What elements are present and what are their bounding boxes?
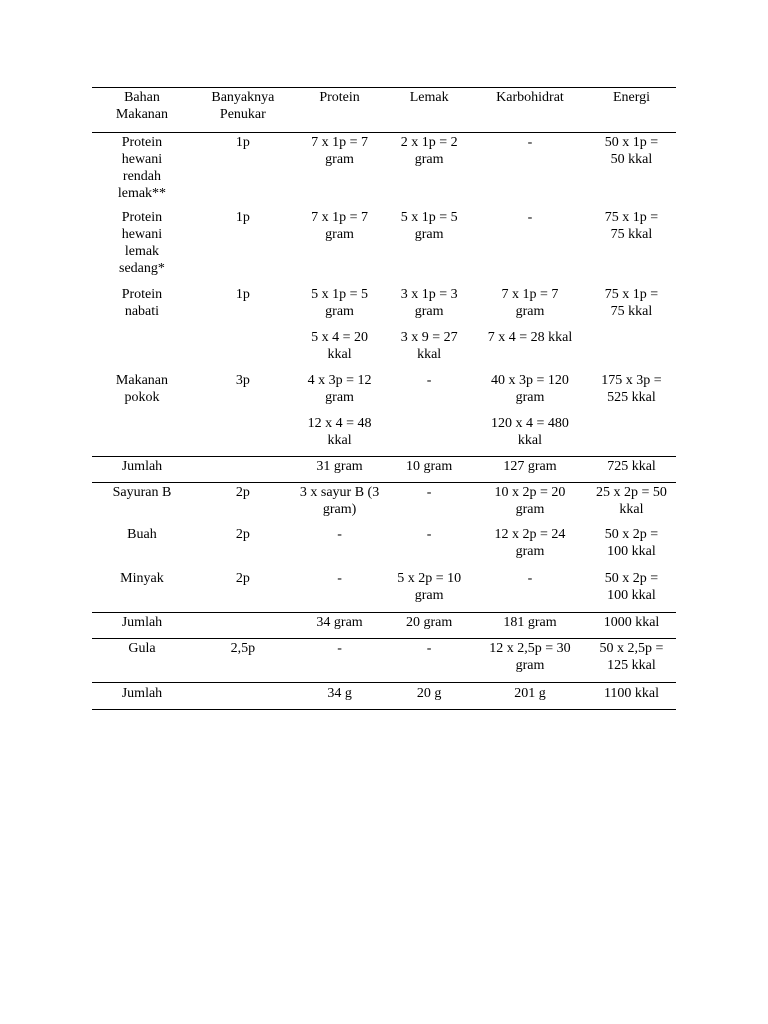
table-cell: 12 x 2p = 24 gram	[494, 526, 566, 559]
total-row	[92, 683, 676, 710]
row-label: Gula	[128, 641, 156, 656]
table-row	[92, 209, 676, 286]
table-cell: 3 x 1p = 3 gram	[400, 286, 458, 319]
table-cell: 120 x 4 = 480 kkal	[491, 415, 569, 448]
table-cell: 5 x 1p = 5 gram	[400, 209, 458, 242]
table-cell: 50 x 1p = 50 kkal	[604, 135, 659, 167]
table-cell	[587, 329, 676, 372]
table-cell: 50 x 2p = 100 kkal	[604, 570, 659, 603]
header-banyaknya-penukar: Banyaknya Penukar	[211, 90, 275, 122]
table-cell: 4 x 3p = 12 gram	[307, 372, 372, 405]
table-cell: 1p	[235, 135, 250, 150]
table-cell: 2 x 1p = 2 gram	[400, 135, 458, 167]
table-cell: 7 x 1p = 7 gram	[501, 286, 559, 319]
table-cell: 50 x 2p = 100 kkal	[604, 526, 659, 559]
table-cell: 40 x 3p = 120 gram	[491, 372, 569, 405]
table-cell: -	[426, 641, 432, 656]
row-label: Protein hewani rendah lemak**	[117, 135, 167, 201]
table-header-row	[92, 88, 676, 133]
table-cell: 1100 kkal	[603, 686, 660, 701]
table-cell: 3 x 9 = 27 kkal	[400, 329, 458, 362]
table-cell: -	[337, 570, 342, 586]
table-cell: 50 x 2,5p = 125 kkal	[599, 641, 664, 673]
table-cell	[385, 415, 473, 457]
table-cell: 20 gram	[406, 615, 453, 630]
table-cell: 25 x 2p = 50 kkal	[596, 485, 667, 517]
table-row	[92, 570, 676, 613]
table-cell	[92, 329, 192, 372]
table-cell: 7 x 1p = 7 gram	[311, 135, 369, 167]
table-cell: 20 g	[416, 686, 442, 701]
table-cell: 5 x 2p = 10 gram	[397, 570, 462, 603]
table-cell: 2p	[235, 570, 250, 586]
subtotal-row	[92, 613, 676, 639]
table-cell: 3p	[235, 372, 250, 388]
table-cell: -	[426, 485, 432, 500]
table-cell: 75 x 1p = 75 kkal	[604, 209, 659, 242]
table-row	[92, 133, 676, 209]
table-cell: 2p	[235, 485, 250, 500]
table-cell: 34 gram	[316, 615, 363, 630]
table-cell: 12 x 4 = 48 kkal	[307, 415, 372, 448]
table-cell: 3 x sayur B (3 gram)	[299, 485, 380, 517]
table-cell	[192, 415, 294, 457]
table-cell: 5 x 4 = 20 kkal	[311, 329, 369, 362]
row-label: Minyak	[120, 570, 164, 586]
table-cell: 5 x 1p = 5 gram	[311, 286, 369, 319]
table-cell	[92, 415, 192, 457]
table-cell: 181 gram	[503, 615, 557, 630]
row-label: Buah	[127, 526, 157, 542]
table-cell: -	[426, 526, 432, 542]
table-cell: -	[527, 209, 533, 225]
header-karbohidrat: Karbohidrat	[496, 90, 564, 105]
table-cell	[192, 457, 294, 483]
table-cell: 201 g	[514, 686, 546, 701]
row-label: Jumlah	[121, 686, 163, 701]
row-label: Jumlah	[121, 615, 163, 630]
table-cell: 1p	[235, 209, 250, 225]
table-cell: -	[527, 570, 533, 586]
header-lemak: Lemak	[409, 90, 449, 105]
table-cell: 1000 kkal	[603, 615, 660, 630]
table-cell	[192, 329, 294, 372]
row-label: Makanan pokok	[115, 372, 168, 405]
table-cell: -	[337, 641, 342, 656]
table-cell: 34 g	[327, 686, 352, 701]
table-cell: 7 x 1p = 7 gram	[311, 209, 369, 242]
table-cell: 2,5p	[230, 641, 256, 656]
table-row	[92, 329, 676, 372]
table-row	[92, 372, 676, 415]
header-protein: Protein	[319, 90, 360, 105]
table-cell: 12 x 2,5p = 30 gram	[489, 641, 571, 673]
table-row	[92, 526, 676, 570]
row-label: Sayuran B	[112, 485, 172, 500]
table-cell: 175 x 3p = 525 kkal	[601, 372, 662, 405]
subtotal-row	[92, 457, 676, 483]
table-cell: 7 x 4 = 28 kkal	[487, 329, 573, 345]
table-cell: -	[426, 372, 432, 388]
table-cell: 75 x 1p = 75 kkal	[604, 286, 659, 319]
table-cell: 127 gram	[503, 459, 557, 474]
table-cell	[587, 415, 676, 457]
table-cell: 10 gram	[406, 459, 453, 474]
table-cell	[192, 613, 294, 639]
table-cell: 31 gram	[316, 459, 363, 474]
header-bahan-makanan: Bahan Makanan	[115, 90, 168, 122]
table-cell: 10 x 2p = 20 gram	[494, 485, 566, 517]
table-cell: -	[527, 135, 533, 150]
table-cell: -	[337, 526, 342, 542]
row-label: Protein hewani lemak sedang*	[119, 209, 165, 276]
table-cell: 2p	[235, 526, 250, 542]
table-row	[92, 483, 676, 526]
row-label: Jumlah	[121, 459, 163, 474]
table-cell: 1p	[235, 286, 250, 302]
table-row	[92, 415, 676, 457]
table-row	[92, 286, 676, 329]
food-exchange-table	[92, 87, 676, 710]
table-row	[92, 639, 676, 683]
table-cell: 725 kkal	[607, 459, 656, 474]
row-label: Protein nabati	[121, 286, 163, 319]
table-cell	[192, 683, 294, 710]
header-energi: Energi	[612, 90, 651, 105]
